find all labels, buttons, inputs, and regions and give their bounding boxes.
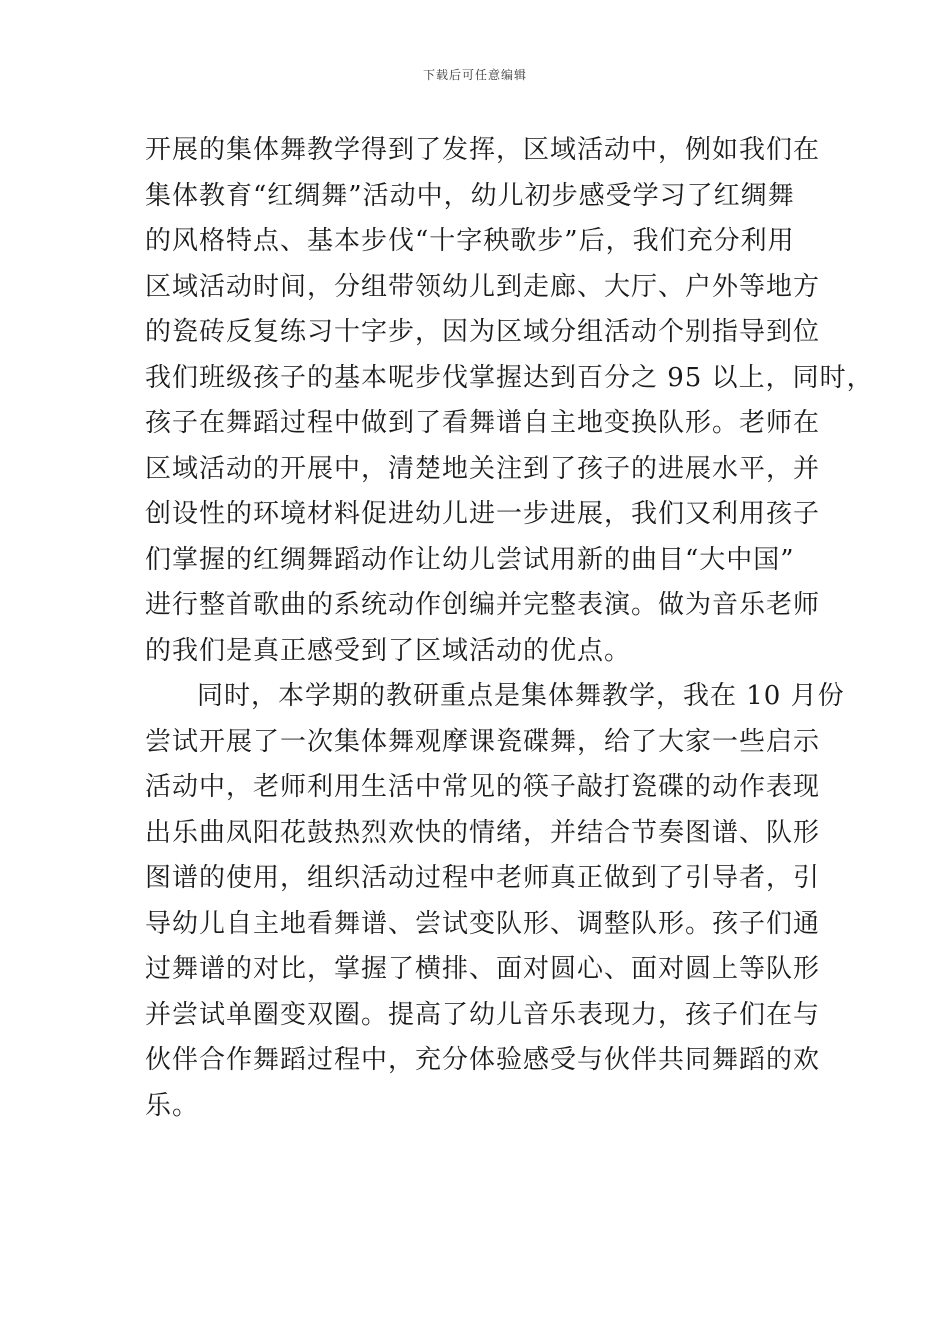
text-line: 的风格特点、基本步伐“十字秧歌步”后，我们充分利用 <box>145 226 795 256</box>
text-line: 进行整首歌曲的系统动作创编并完整表演。做为音乐老师 <box>145 590 821 620</box>
text-line: 集体教育“红绸舞”活动中，幼儿初步感受学习了红绸舞 <box>145 180 795 211</box>
text-line: 的瓷砖反复练习十字步，因为区域分组活动个别指导到位 <box>145 317 821 347</box>
text-line: 过舞谱的对比，掌握了横排、面对圆心、面对圆上等队形 <box>145 954 821 984</box>
text-line: 并尝试单圈变双圈。提高了幼儿音乐表现力，孩子们在与 <box>145 999 821 1030</box>
text-line: 尝试开展了一次集体舞观摩课瓷碟舞，给了大家一些启示 <box>145 726 821 757</box>
text-line: 孩子在舞蹈过程中做到了看舞谱自主地变换队形。老师在 <box>145 408 821 438</box>
text-line: 区域活动时间，分组带领幼儿到走廊、大厅、户外等地方 <box>145 271 821 302</box>
document-body <box>145 128 874 1129</box>
paragraph-1 <box>145 128 874 674</box>
text-line: 同时，本学期的教研重点是集体舞教学，我在 10 月份 <box>197 681 845 711</box>
text-line: 创设性的环境材料促进幼儿进一步进展，我们又利用孩子 <box>145 499 821 529</box>
text-line: 开展的集体舞教学得到了发挥，区域活动中，例如我们在 <box>145 135 821 165</box>
text-line: 图谱的使用，组织活动过程中老师真正做到了引导者，引 <box>145 863 821 893</box>
page-header-note: 下载后可任意编辑 <box>422 68 527 82</box>
text-line: 们掌握的红绸舞蹈动作让幼儿尝试用新的曲目“大中国” <box>145 544 795 575</box>
text-line: 出乐曲凤阳花鼓热烈欢快的情绪，并结合节奏图谱、队形 <box>145 817 821 848</box>
text-line: 活动中，老师利用生活中常见的筷子敲打瓷碟的动作表现 <box>145 772 821 802</box>
text-line: 导幼儿自主地看舞谱、尝试变队形、调整队形。孩子们通 <box>145 908 821 939</box>
text-line: 区域活动的开展中，清楚地关注到了孩子的进展水平，并 <box>145 453 821 484</box>
paragraph-2 <box>145 674 845 1129</box>
text-line: 伙伴合作舞蹈过程中，充分体验感受与伙伴共同舞蹈的欢 <box>145 1045 821 1075</box>
text-line: 我们班级孩子的基本呢步伐掌握达到百分之 95 以上，同时， <box>145 362 874 393</box>
text-line: 乐。 <box>145 1090 200 1121</box>
text-line: 的我们是真正感受到了区域活动的优点。 <box>145 635 632 666</box>
